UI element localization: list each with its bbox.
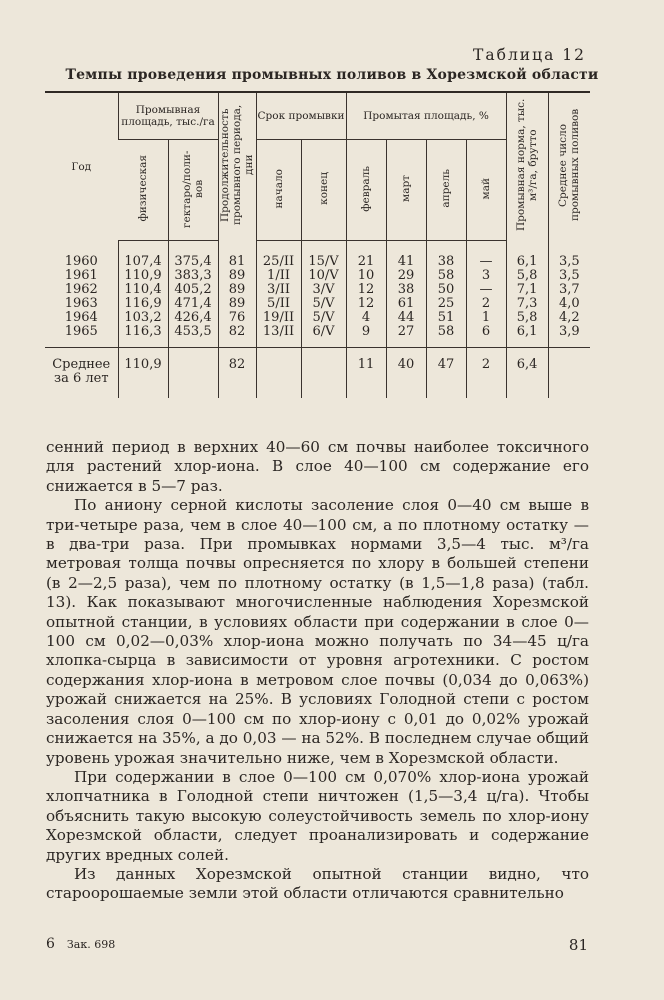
header-avg-count: Среднее число промывных поливов — [548, 92, 590, 241]
average-row: Среднее за 6 лет 110,9 82 11 40 47 2 6,4 — [45, 348, 590, 399]
table-row: 1961 110,9 383,3 89 1/II 10/V 10 29 58 3 5,8 3,5 — [45, 269, 590, 283]
table-row: 1964 103,2 426,4 76 19/II 5/V 4 44 51 1 5,8 4,2 — [45, 311, 590, 325]
footer-signature: 6 Зак. 698 — [46, 936, 116, 952]
header-washed: Промытая площадь, % — [346, 92, 506, 140]
table-row: 1965 116,3 453,5 82 13/II 6/V 9 27 58 6 6,1 3,9 — [45, 325, 590, 348]
header-mar: март — [386, 140, 426, 241]
header-feb: февраль — [346, 140, 386, 241]
header-year: Год — [45, 92, 118, 241]
table-title: Темпы проведения промывных поливов в Хорезмской области — [65, 67, 599, 83]
header-term-start: начало — [256, 140, 301, 241]
paragraph: По аниону серной кислоты засоление слоя 0—40 см выше в три-четыре раза, чем в слое 40—100 см, а по плотному остатку — в два-три раза. При промывках нормами 3,5—4 тыс. м³/га метровая толща почвы опресняется по хлору в большей степени (в 2—2,5 раза), чем по плотному остатку (в 1,5—1,8 раза) (табл. 13). Как показывают многочисленные наблюдения Хорезмской опытной станции, в условиях области при содержании в слое 0—100 см 0,02—0,03% хлор-иона можно получать по 34—45 ц/га хлопка-сырца в зависимости от уровня агротехники. С ростом содержания хлор-иона в метровом слое почвы (0,034 до 0,063%) урожай снижается на 25%. В условиях Голодной степи с ростом засоления слоя 0—100 см по хлор-иону с 0,01 до 0,02% урожай снижается на 35%, а до 0,03 — на 52%. В последнем случае общий уровень урожая значительно ниже, чем в Хорезмской области. — [46, 496, 589, 767]
header-term-end: конец — [301, 140, 346, 241]
body-text — [46, 438, 589, 904]
washing-table — [45, 91, 590, 398]
header-area: Промывная площадь, тыс./га — [118, 92, 218, 140]
header-area-hect: гектаро/поли-вов — [168, 140, 218, 241]
page-number: 81 — [568, 936, 588, 954]
header-apr: апрель — [426, 140, 466, 241]
header-norm: Промывная норма, тыс. м³/га, брутто — [506, 92, 548, 241]
paragraph: При содержании в слое 0—100 см 0,070% хлор-иона урожай хлопчатника в Голодной степи ничтожен (1,5—3,4 ц/га). Чтобы объяснить такую высокую солеустойчивость земель по хлор-иону Хорезмской области, следует проанализировать и содержание других вредных солей. — [46, 767, 589, 864]
header-area-phys: физическая — [118, 140, 168, 241]
table-row: 1962 110,4 405,2 89 3/II 3/V 12 38 50 — 7,1 3,7 — [45, 283, 590, 297]
header-may: май — [466, 140, 506, 241]
header-duration: Продолжительность промывного периода, дни — [218, 92, 256, 241]
paragraph: сенний период в верхних 40—60 см почвы наиболее токсичного для растений хлор-иона. В слое 40—100 см содержание его снижается в 5—7 раз. — [46, 438, 589, 495]
paragraph: Из данных Хорезмской опытной станции видно, что староорошаемые земли этой области отличаются сравнительно — [46, 864, 589, 903]
table-row: 1963 116,9 471,4 89 5/II 5/V 12 61 25 2 7,3 4,0 — [45, 297, 590, 311]
table-number: Таблица 12 — [473, 46, 586, 64]
header-term: Срок промывки — [256, 92, 346, 140]
table-row: 1960 107,4 375,4 81 25/II 15/V 21 41 38 — 6,1 3,5 — [45, 241, 590, 270]
